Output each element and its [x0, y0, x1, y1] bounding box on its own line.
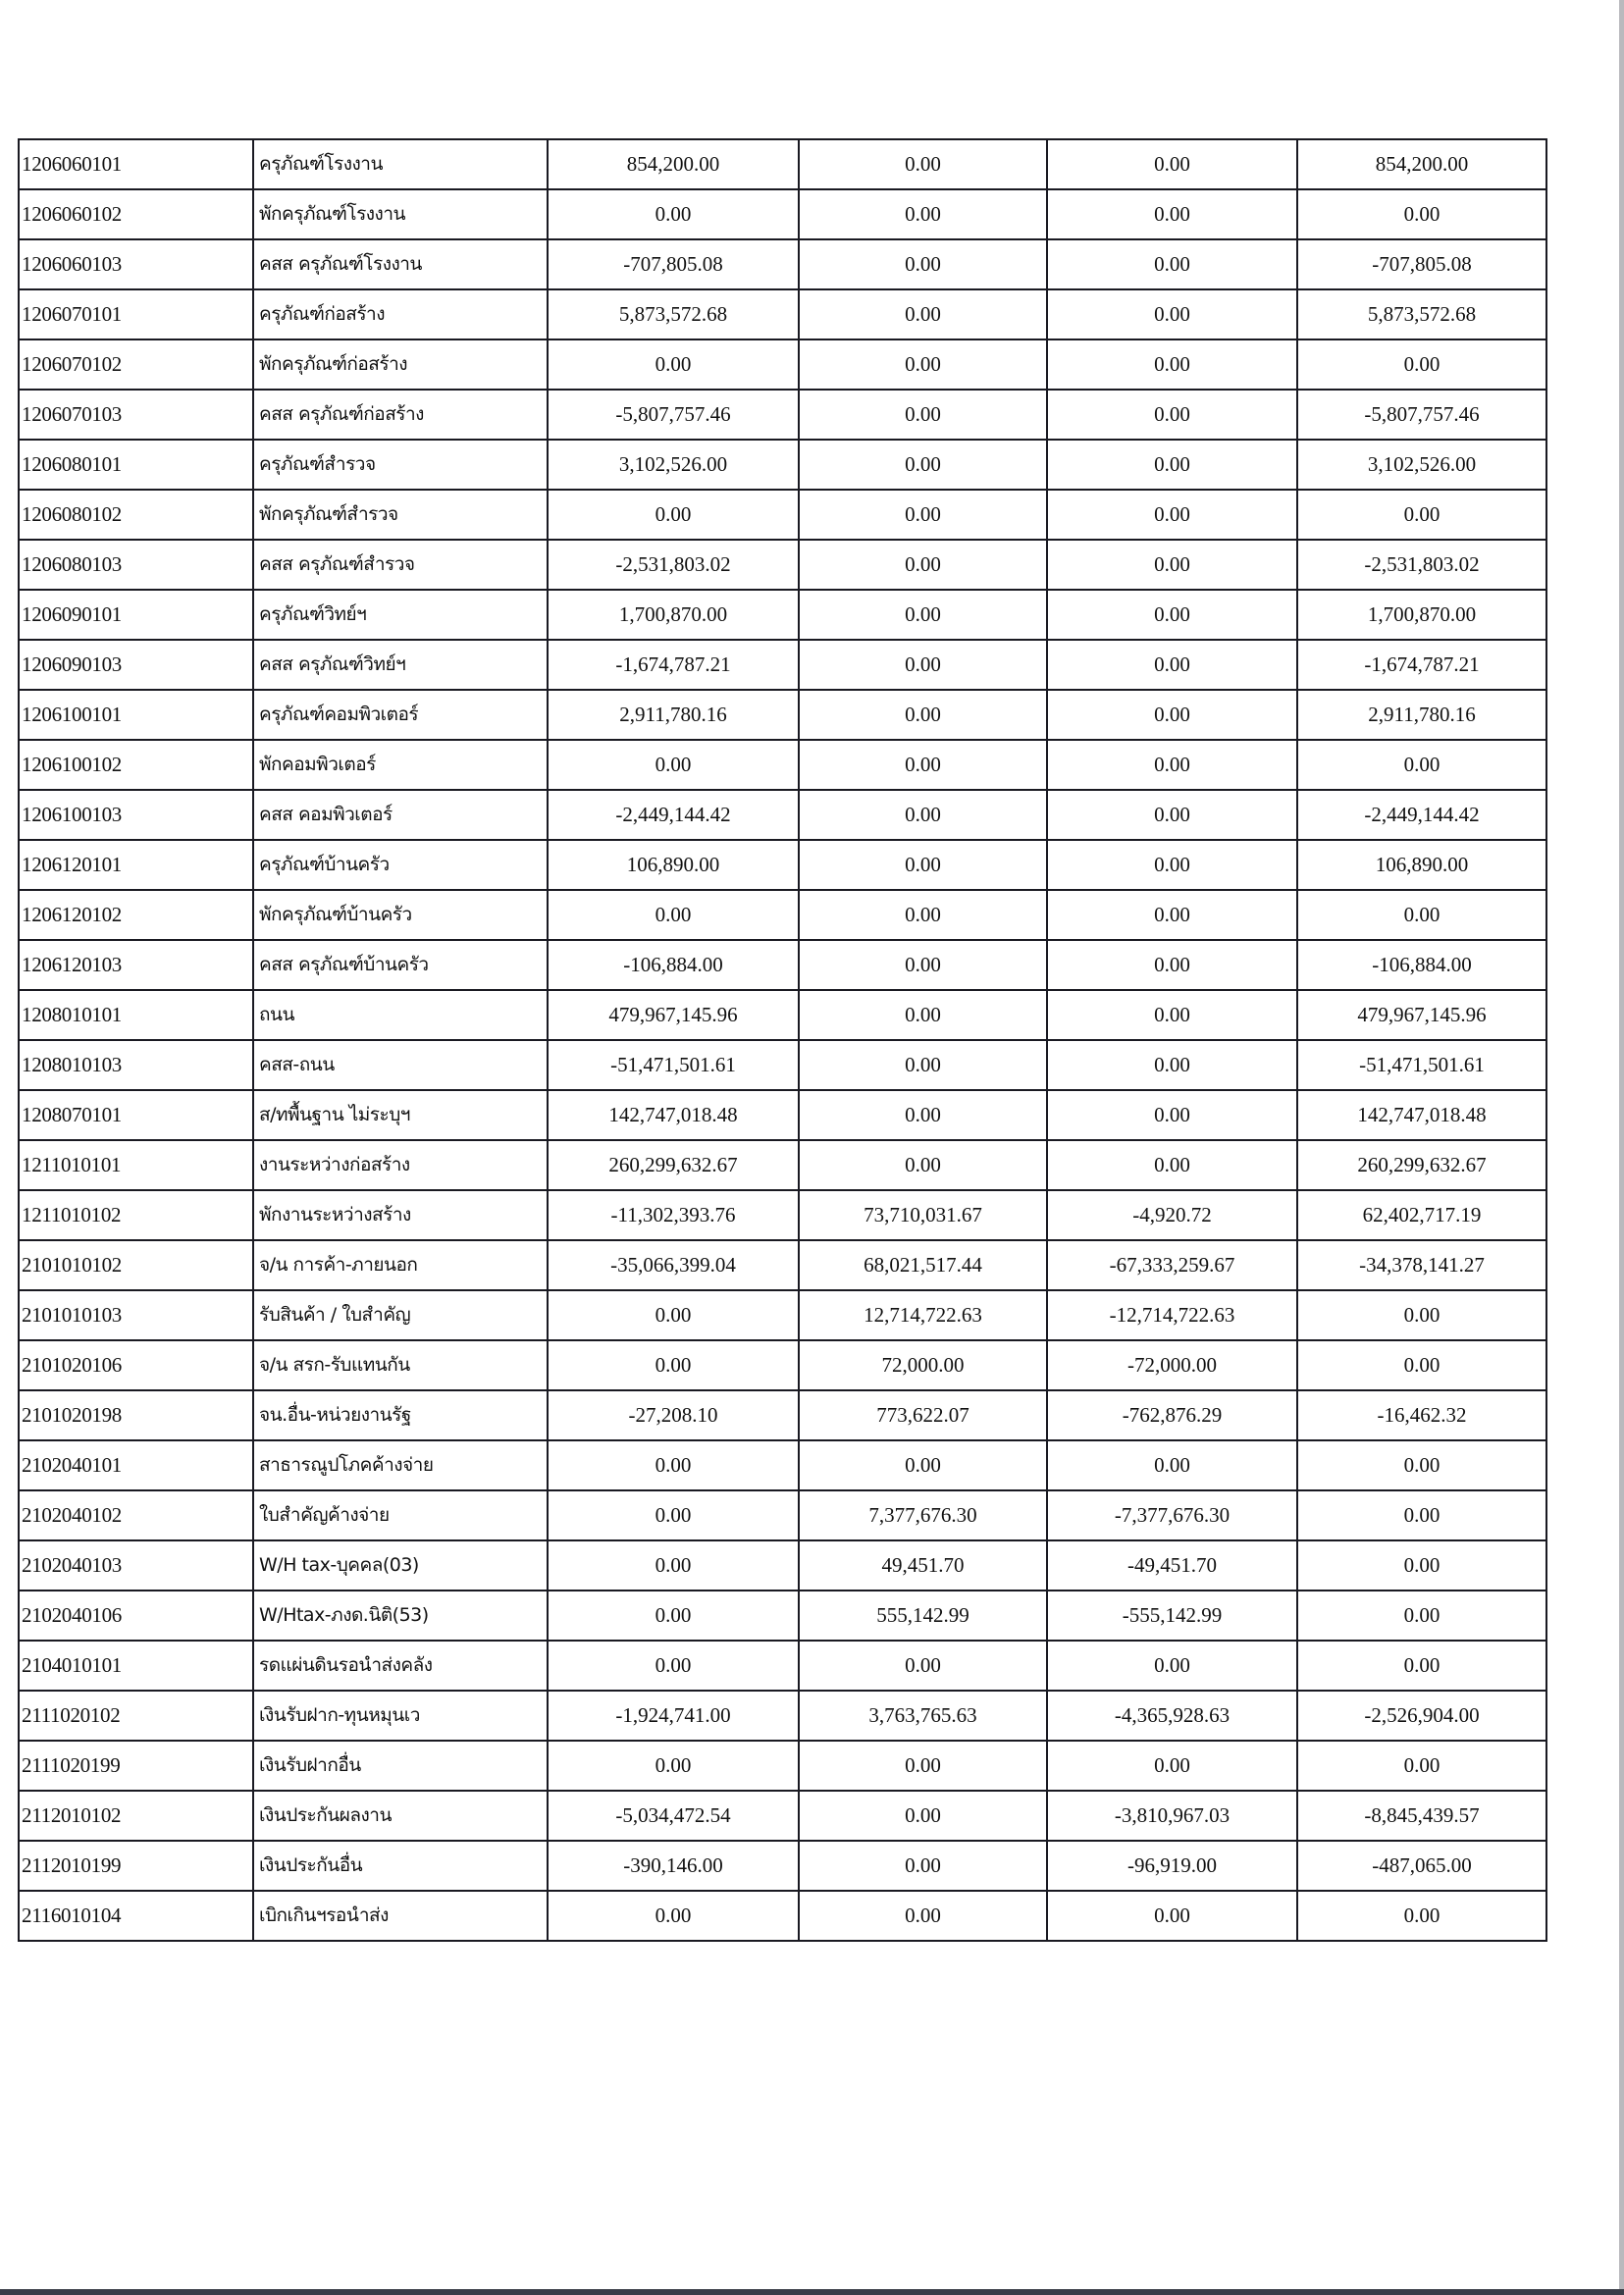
- account-code-cell: 2101010102: [19, 1240, 253, 1290]
- opening-balance-cell: 854,200.00: [548, 139, 799, 189]
- closing-balance-cell: -707,805.08: [1297, 239, 1546, 289]
- opening-balance-cell: -1,924,741.00: [548, 1691, 799, 1741]
- closing-balance-cell: 0.00: [1297, 1641, 1546, 1691]
- table-row: [19, 1691, 1546, 1741]
- closing-balance-cell: -487,065.00: [1297, 1841, 1546, 1891]
- credit-cell: 0.00: [1047, 990, 1297, 1040]
- credit-cell: 0.00: [1047, 840, 1297, 890]
- debit-cell: 0.00: [799, 1140, 1047, 1190]
- account-name-cell: พักครุภัณฑ์บ้านครัว: [253, 890, 548, 940]
- opening-balance-cell: 0.00: [548, 189, 799, 239]
- credit-cell: 0.00: [1047, 1891, 1297, 1941]
- account-name-cell: ครุภัณฑ์โรงงาน: [253, 139, 548, 189]
- credit-cell: 0.00: [1047, 1741, 1297, 1791]
- debit-cell: 68,021,517.44: [799, 1240, 1047, 1290]
- account-name-cell: ครุภัณฑ์สำรวจ: [253, 440, 548, 490]
- credit-cell: -72,000.00: [1047, 1340, 1297, 1390]
- closing-balance-cell: -2,531,803.02: [1297, 540, 1546, 590]
- credit-cell: -4,365,928.63: [1047, 1691, 1297, 1741]
- account-name-cell: เงินประกันอื่น: [253, 1841, 548, 1891]
- table-row: [19, 840, 1546, 890]
- debit-cell: 0.00: [799, 1791, 1047, 1841]
- credit-cell: 0.00: [1047, 239, 1297, 289]
- credit-cell: 0.00: [1047, 540, 1297, 590]
- account-name-cell: รดแผ่นดินรอนำส่งคลัง: [253, 1641, 548, 1691]
- debit-cell: 0.00: [799, 440, 1047, 490]
- table-row: [19, 1741, 1546, 1791]
- scan-edge-bottom: [0, 2289, 1624, 2295]
- account-code-cell: 1206060101: [19, 139, 253, 189]
- credit-cell: 0.00: [1047, 690, 1297, 740]
- debit-cell: 0.00: [799, 1741, 1047, 1791]
- table-row: [19, 189, 1546, 239]
- closing-balance-cell: 0.00: [1297, 890, 1546, 940]
- account-name-cell: คสส ครุภัณฑ์วิทย์ฯ: [253, 640, 548, 690]
- debit-cell: 0.00: [799, 740, 1047, 790]
- table-row: [19, 139, 1546, 189]
- opening-balance-cell: 2,911,780.16: [548, 690, 799, 740]
- account-name-cell: พักครุภัณฑ์โรงงาน: [253, 189, 548, 239]
- credit-cell: -4,920.72: [1047, 1190, 1297, 1240]
- credit-cell: 0.00: [1047, 740, 1297, 790]
- credit-cell: 0.00: [1047, 189, 1297, 239]
- debit-cell: 0.00: [799, 1090, 1047, 1140]
- credit-cell: -7,377,676.30: [1047, 1490, 1297, 1540]
- account-name-cell: ครุภัณฑ์ก่อสร้าง: [253, 289, 548, 339]
- debit-cell: 0.00: [799, 790, 1047, 840]
- credit-cell: 0.00: [1047, 1090, 1297, 1140]
- account-name-cell: สาธารณูปโภคค้างจ่าย: [253, 1440, 548, 1490]
- debit-cell: 7,377,676.30: [799, 1490, 1047, 1540]
- debit-cell: 0.00: [799, 139, 1047, 189]
- closing-balance-cell: 0.00: [1297, 1340, 1546, 1390]
- account-code-cell: 1206080101: [19, 440, 253, 490]
- table-row: [19, 690, 1546, 740]
- opening-balance-cell: 106,890.00: [548, 840, 799, 890]
- table-row: [19, 1340, 1546, 1390]
- account-code-cell: 2111020102: [19, 1691, 253, 1741]
- credit-cell: -762,876.29: [1047, 1390, 1297, 1440]
- table-row: [19, 1140, 1546, 1190]
- table-row: [19, 640, 1546, 690]
- table-row: [19, 1791, 1546, 1841]
- credit-cell: 0.00: [1047, 640, 1297, 690]
- opening-balance-cell: 0.00: [548, 1490, 799, 1540]
- opening-balance-cell: 0.00: [548, 1340, 799, 1390]
- table-row: [19, 339, 1546, 390]
- table-row: [19, 540, 1546, 590]
- account-name-cell: จ/น การค้า-ภายนอก: [253, 1240, 548, 1290]
- account-code-cell: 1206120103: [19, 940, 253, 990]
- account-name-cell: W/H tax-บุคคล(03): [253, 1540, 548, 1591]
- debit-cell: 0.00: [799, 289, 1047, 339]
- account-name-cell: ครุภัณฑ์วิทย์ฯ: [253, 590, 548, 640]
- table-row: [19, 289, 1546, 339]
- opening-balance-cell: -2,449,144.42: [548, 790, 799, 840]
- closing-balance-cell: -1,674,787.21: [1297, 640, 1546, 690]
- account-name-cell: พักครุภัณฑ์สำรวจ: [253, 490, 548, 540]
- table-row: [19, 440, 1546, 490]
- closing-balance-cell: 0.00: [1297, 1440, 1546, 1490]
- opening-balance-cell: 0.00: [548, 1891, 799, 1941]
- account-code-cell: 2112010199: [19, 1841, 253, 1891]
- table-row: [19, 790, 1546, 840]
- table-row: [19, 1440, 1546, 1490]
- account-name-cell: พักงานระหว่างสร้าง: [253, 1190, 548, 1240]
- account-name-cell: ส/ทพื้นฐาน ไม่ระบุฯ: [253, 1090, 548, 1140]
- opening-balance-cell: -5,034,472.54: [548, 1791, 799, 1841]
- credit-cell: 0.00: [1047, 390, 1297, 440]
- opening-balance-cell: -707,805.08: [548, 239, 799, 289]
- account-code-cell: 2116010104: [19, 1891, 253, 1941]
- account-name-cell: W/Htax-ภงด.นิติ(53): [253, 1591, 548, 1641]
- closing-balance-cell: 0.00: [1297, 339, 1546, 390]
- account-name-cell: คสส ครุภัณฑ์ก่อสร้าง: [253, 390, 548, 440]
- table-row: [19, 1090, 1546, 1140]
- account-code-cell: 1206060102: [19, 189, 253, 239]
- account-name-cell: คสส คอมพิวเตอร์: [253, 790, 548, 840]
- closing-balance-cell: 0.00: [1297, 1891, 1546, 1941]
- table-row: [19, 1591, 1546, 1641]
- closing-balance-cell: -16,462.32: [1297, 1390, 1546, 1440]
- account-code-cell: 2102040101: [19, 1440, 253, 1490]
- closing-balance-cell: -5,807,757.46: [1297, 390, 1546, 440]
- account-code-cell: 1206100101: [19, 690, 253, 740]
- table-row: [19, 1190, 1546, 1240]
- account-code-cell: 1208070101: [19, 1090, 253, 1140]
- debit-cell: 773,622.07: [799, 1390, 1047, 1440]
- account-code-cell: 1206070102: [19, 339, 253, 390]
- account-code-cell: 2111020199: [19, 1741, 253, 1791]
- table-row: [19, 940, 1546, 990]
- credit-cell: 0.00: [1047, 590, 1297, 640]
- opening-balance-cell: 142,747,018.48: [548, 1090, 799, 1140]
- credit-cell: -96,919.00: [1047, 1841, 1297, 1891]
- closing-balance-cell: -2,449,144.42: [1297, 790, 1546, 840]
- table-row: [19, 590, 1546, 640]
- debit-cell: 72,000.00: [799, 1340, 1047, 1390]
- debit-cell: 0.00: [799, 640, 1047, 690]
- trial-balance-table: [18, 138, 1547, 1942]
- account-name-cell: คสส ครุภัณฑ์บ้านครัว: [253, 940, 548, 990]
- credit-cell: -3,810,967.03: [1047, 1791, 1297, 1841]
- closing-balance-cell: 0.00: [1297, 1490, 1546, 1540]
- account-code-cell: 2102040103: [19, 1540, 253, 1591]
- opening-balance-cell: 0.00: [548, 1741, 799, 1791]
- account-name-cell: คสส ครุภัณฑ์สำรวจ: [253, 540, 548, 590]
- opening-balance-cell: 479,967,145.96: [548, 990, 799, 1040]
- closing-balance-cell: 0.00: [1297, 740, 1546, 790]
- account-name-cell: งานระหว่างก่อสร้าง: [253, 1140, 548, 1190]
- account-name-cell: พักคอมพิวเตอร์: [253, 740, 548, 790]
- credit-cell: 0.00: [1047, 339, 1297, 390]
- account-name-cell: เบิกเกินฯรอนำส่ง: [253, 1891, 548, 1941]
- account-name-cell: คสส-ถนน: [253, 1040, 548, 1090]
- account-code-cell: 2101020106: [19, 1340, 253, 1390]
- table-row: [19, 390, 1546, 440]
- account-code-cell: 1206070103: [19, 390, 253, 440]
- table-row: [19, 1841, 1546, 1891]
- account-code-cell: 1208010103: [19, 1040, 253, 1090]
- table-row: [19, 890, 1546, 940]
- account-code-cell: 2101020198: [19, 1390, 253, 1440]
- account-code-cell: 2112010102: [19, 1791, 253, 1841]
- opening-balance-cell: 5,873,572.68: [548, 289, 799, 339]
- debit-cell: 0.00: [799, 890, 1047, 940]
- account-code-cell: 1211010102: [19, 1190, 253, 1240]
- closing-balance-cell: -106,884.00: [1297, 940, 1546, 990]
- account-code-cell: 2101010103: [19, 1290, 253, 1340]
- account-name-cell: คสส ครุภัณฑ์โรงงาน: [253, 239, 548, 289]
- closing-balance-cell: 0.00: [1297, 189, 1546, 239]
- account-name-cell: ครุภัณฑ์คอมพิวเตอร์: [253, 690, 548, 740]
- closing-balance-cell: 5,873,572.68: [1297, 289, 1546, 339]
- account-code-cell: 1206090103: [19, 640, 253, 690]
- opening-balance-cell: 0.00: [548, 1440, 799, 1490]
- account-code-cell: 1211010101: [19, 1140, 253, 1190]
- account-code-cell: 1206120102: [19, 890, 253, 940]
- account-name-cell: ใบสำคัญค้างจ่าย: [253, 1490, 548, 1540]
- table-body: [19, 139, 1546, 1941]
- table-row: [19, 1641, 1546, 1691]
- closing-balance-cell: 3,102,526.00: [1297, 440, 1546, 490]
- opening-balance-cell: 0.00: [548, 339, 799, 390]
- table-row: [19, 1240, 1546, 1290]
- opening-balance-cell: 0.00: [548, 740, 799, 790]
- opening-balance-cell: -5,807,757.46: [548, 390, 799, 440]
- opening-balance-cell: 0.00: [548, 890, 799, 940]
- account-code-cell: 2102040102: [19, 1490, 253, 1540]
- closing-balance-cell: 0.00: [1297, 1591, 1546, 1641]
- account-code-cell: 1206100103: [19, 790, 253, 840]
- account-name-cell: เงินรับฝากอื่น: [253, 1741, 548, 1791]
- opening-balance-cell: -2,531,803.02: [548, 540, 799, 590]
- debit-cell: 0.00: [799, 840, 1047, 890]
- credit-cell: -12,714,722.63: [1047, 1290, 1297, 1340]
- table-row: [19, 1390, 1546, 1440]
- closing-balance-cell: 2,911,780.16: [1297, 690, 1546, 740]
- account-code-cell: 1208010101: [19, 990, 253, 1040]
- account-name-cell: พักครุภัณฑ์ก่อสร้าง: [253, 339, 548, 390]
- opening-balance-cell: 260,299,632.67: [548, 1140, 799, 1190]
- credit-cell: 0.00: [1047, 139, 1297, 189]
- opening-balance-cell: 3,102,526.00: [548, 440, 799, 490]
- closing-balance-cell: 479,967,145.96: [1297, 990, 1546, 1040]
- account-code-cell: 1206070101: [19, 289, 253, 339]
- opening-balance-cell: -11,302,393.76: [548, 1190, 799, 1240]
- debit-cell: 0.00: [799, 1641, 1047, 1691]
- account-name-cell: จ/น สรก-รับแทนกัน: [253, 1340, 548, 1390]
- opening-balance-cell: 0.00: [548, 490, 799, 540]
- opening-balance-cell: 0.00: [548, 1540, 799, 1591]
- opening-balance-cell: 0.00: [548, 1591, 799, 1641]
- account-code-cell: 2104010101: [19, 1641, 253, 1691]
- debit-cell: 0.00: [799, 1891, 1047, 1941]
- table-row: [19, 740, 1546, 790]
- table-row: [19, 990, 1546, 1040]
- account-code-cell: 1206080102: [19, 490, 253, 540]
- opening-balance-cell: -1,674,787.21: [548, 640, 799, 690]
- credit-cell: 0.00: [1047, 1040, 1297, 1090]
- credit-cell: 0.00: [1047, 289, 1297, 339]
- credit-cell: 0.00: [1047, 440, 1297, 490]
- table-row: [19, 1540, 1546, 1591]
- debit-cell: 0.00: [799, 1841, 1047, 1891]
- debit-cell: 0.00: [799, 239, 1047, 289]
- account-name-cell: เงินประกันผลงาน: [253, 1791, 548, 1841]
- credit-cell: -555,142.99: [1047, 1591, 1297, 1641]
- account-name-cell: ครุภัณฑ์บ้านครัว: [253, 840, 548, 890]
- account-name-cell: รับสินค้า / ใบสำคัญ: [253, 1290, 548, 1340]
- opening-balance-cell: -35,066,399.04: [548, 1240, 799, 1290]
- opening-balance-cell: 0.00: [548, 1641, 799, 1691]
- account-code-cell: 1206060103: [19, 239, 253, 289]
- closing-balance-cell: 0.00: [1297, 1290, 1546, 1340]
- debit-cell: 49,451.70: [799, 1540, 1047, 1591]
- account-code-cell: 1206120101: [19, 840, 253, 890]
- account-name-cell: เงินรับฝาก-ทุนหมุนเว: [253, 1691, 548, 1741]
- account-code-cell: 2102040106: [19, 1591, 253, 1641]
- opening-balance-cell: -27,208.10: [548, 1390, 799, 1440]
- table-row: [19, 1891, 1546, 1941]
- closing-balance-cell: -51,471,501.61: [1297, 1040, 1546, 1090]
- opening-balance-cell: 1,700,870.00: [548, 590, 799, 640]
- table-row: [19, 490, 1546, 540]
- debit-cell: 0.00: [799, 1440, 1047, 1490]
- account-name-cell: จน.อื่น-หน่วยงานรัฐ: [253, 1390, 548, 1440]
- credit-cell: 0.00: [1047, 790, 1297, 840]
- closing-balance-cell: -34,378,141.27: [1297, 1240, 1546, 1290]
- credit-cell: 0.00: [1047, 1440, 1297, 1490]
- opening-balance-cell: -106,884.00: [548, 940, 799, 990]
- table-row: [19, 1490, 1546, 1540]
- closing-balance-cell: 1,700,870.00: [1297, 590, 1546, 640]
- account-name-cell: ถนน: [253, 990, 548, 1040]
- closing-balance-cell: -8,845,439.57: [1297, 1791, 1546, 1841]
- credit-cell: 0.00: [1047, 490, 1297, 540]
- debit-cell: 0.00: [799, 490, 1047, 540]
- closing-balance-cell: -2,526,904.00: [1297, 1691, 1546, 1741]
- closing-balance-cell: 854,200.00: [1297, 139, 1546, 189]
- debit-cell: 0.00: [799, 540, 1047, 590]
- credit-cell: -49,451.70: [1047, 1540, 1297, 1591]
- credit-cell: 0.00: [1047, 1140, 1297, 1190]
- closing-balance-cell: 0.00: [1297, 1741, 1546, 1791]
- debit-cell: 12,714,722.63: [799, 1290, 1047, 1340]
- account-code-cell: 1206100102: [19, 740, 253, 790]
- debit-cell: 0.00: [799, 940, 1047, 990]
- debit-cell: 0.00: [799, 990, 1047, 1040]
- closing-balance-cell: 0.00: [1297, 490, 1546, 540]
- table-row: [19, 239, 1546, 289]
- closing-balance-cell: 260,299,632.67: [1297, 1140, 1546, 1190]
- closing-balance-cell: 142,747,018.48: [1297, 1090, 1546, 1140]
- credit-cell: 0.00: [1047, 890, 1297, 940]
- table-row: [19, 1290, 1546, 1340]
- debit-cell: 0.00: [799, 339, 1047, 390]
- debit-cell: 0.00: [799, 590, 1047, 640]
- account-code-cell: 1206080103: [19, 540, 253, 590]
- opening-balance-cell: -51,471,501.61: [548, 1040, 799, 1090]
- opening-balance-cell: 0.00: [548, 1290, 799, 1340]
- closing-balance-cell: 106,890.00: [1297, 840, 1546, 890]
- credit-cell: 0.00: [1047, 1641, 1297, 1691]
- closing-balance-cell: 62,402,717.19: [1297, 1190, 1546, 1240]
- debit-cell: 0.00: [799, 690, 1047, 740]
- credit-cell: 0.00: [1047, 940, 1297, 990]
- table-row: [19, 1040, 1546, 1090]
- debit-cell: 0.00: [799, 390, 1047, 440]
- debit-cell: 555,142.99: [799, 1591, 1047, 1641]
- debit-cell: 0.00: [799, 189, 1047, 239]
- debit-cell: 73,710,031.67: [799, 1190, 1047, 1240]
- opening-balance-cell: -390,146.00: [548, 1841, 799, 1891]
- scan-edge-right: [1619, 0, 1624, 2295]
- credit-cell: -67,333,259.67: [1047, 1240, 1297, 1290]
- debit-cell: 0.00: [799, 1040, 1047, 1090]
- account-code-cell: 1206090101: [19, 590, 253, 640]
- closing-balance-cell: 0.00: [1297, 1540, 1546, 1591]
- debit-cell: 3,763,765.63: [799, 1691, 1047, 1741]
